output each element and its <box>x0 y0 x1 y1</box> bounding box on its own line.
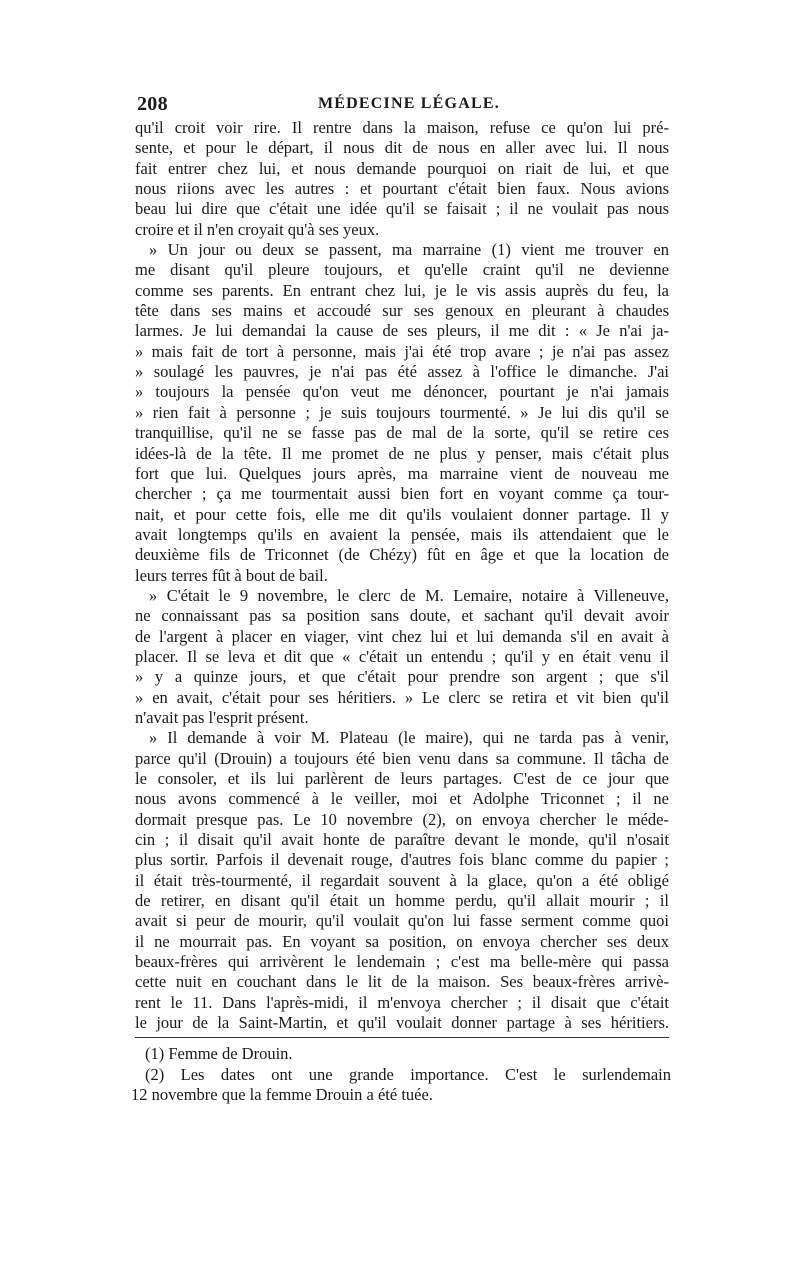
text-line: deuxième fils de Triconnet (de Chézy) fût en âge et que la location de <box>135 545 669 565</box>
text-line: le consoler, et ils lui parlèrent de leurs partages. C'est de ce jour que <box>135 769 669 788</box>
text-line: dormait presque pas. Le 10 novembre (2), on envoya chercher le méde- <box>135 809 669 829</box>
text-line: » C'était le 9 novembre, le clerc de M. Lemaire, notaire à Villeneuve, <box>149 585 669 605</box>
text-line: il était très-tourmenté, il regardait souvent à la glace, qu'on a été obligé <box>135 870 669 890</box>
text-line: » y a quinze jours, et que c'était pour prendre son argent ; que s'il <box>135 667 669 687</box>
text-line: me disant qu'il pleure toujours, et qu'elle craint qu'il ne devienne <box>135 260 669 280</box>
text-line: larmes. Je lui demandai la cause de ses pleurs, il me dit : « Je n'ai ja- <box>135 321 669 341</box>
text-line: cin ; il disait qu'il avait honte de paraître devant le monde, qu'il n'osait <box>135 830 669 850</box>
text-line: rent le 11. Dans l'après-midi, il m'envoya chercher ; il disait que c'était <box>135 992 669 1012</box>
text-line: placer. Il se leva et dit que « c'était un entendu ; qu'il y en était venu il <box>135 646 669 666</box>
footnote-line: (2) Les dates ont une grande importance. C'est le surlendemain <box>145 1064 671 1084</box>
text-line: tranquillise, qu'il ne se fasse pas de mal de la sorte, qu'il se retire ces <box>135 423 669 443</box>
text-line: beaux-frères qui arrivèrent le lendemain ; c'est ma belle-mère qui passa <box>135 952 669 972</box>
text-line: leurs terres fût à bout de bail. <box>135 565 328 585</box>
text-line: de retirer, en disant qu'il était un homme perdu, qu'il allait mourir ; il <box>135 891 669 911</box>
text-line: comme ses parents. En entrant chez lui, je le vis assis auprès du feu, la <box>135 280 669 300</box>
text-line: » soulagé les pauvres, je n'ai pas été assez à l'office le dimanche. J'ai <box>135 362 669 382</box>
text-line: croire et il n'en croyait qu'à ses yeux. <box>135 219 380 239</box>
text-line: fort que lui. Quelques jours après, ma marraine vient de nouveau me <box>135 463 669 483</box>
text-line: nous avons commencé à le veiller, moi et Adolphe Triconnet ; il ne <box>135 789 669 809</box>
footnotes <box>131 1044 671 1106</box>
text-line: idées-là de la tête. Il me promet de ne plus y penser, mais c'était plus <box>135 443 669 463</box>
body-text <box>135 118 669 1033</box>
text-line: » Il demande à voir M. Plateau (le maire), qui ne tarda pas à venir, <box>149 728 669 748</box>
page-number: 208 <box>137 93 168 115</box>
text-line: de l'argent à placer en viager, vint chez lui et lui demanda s'il en avait à <box>135 626 669 646</box>
text-line: sente, et pour le départ, il nous dit de nous en aller avec lui. Il nous <box>135 138 669 158</box>
text-line: beau lui dire que c'était une idée qu'il se faisait ; il ne voulait pas nous <box>135 199 669 219</box>
text-line: le jour de la Saint-Martin, et qu'il voulait donner partage à ses héritiers. <box>135 1013 669 1033</box>
text-line: parce qu'il (Drouin) a toujours été bien venu dans sa commune. Il tâcha de <box>135 748 669 768</box>
footnote-line: (1) Femme de Drouin. <box>145 1044 293 1063</box>
text-line: nous riions avec les autres : et pourtant c'était bien faux. Nous avions <box>135 179 669 199</box>
text-line: fait entrer chez lui, et nous demande pourquoi on riait de lui, et que <box>135 158 669 178</box>
running-title: MÉDECINE LÉGALE. <box>318 95 500 112</box>
text-line: » Un jour ou deux se passent, ma marraine (1) vient me trouver en <box>149 240 669 260</box>
text-line: avait longtemps qu'ils en avaient la pensée, mais ils attendaient que le <box>135 524 669 544</box>
text-line: il ne mourrait pas. En voyant sa position, on envoya chercher ses deux <box>135 931 669 951</box>
text-line: nait, et pour cette fois, elle me dit qu'ils voulaient donner partage. Il y <box>135 504 669 524</box>
text-line: plus sortir. Parfois il devenait rouge, d'autres fois blanc comme du papier ; <box>135 850 669 870</box>
footnote-divider <box>135 1037 669 1038</box>
text-line: avait si peur de mourir, qu'il voulait qu'on lui fasse serment comme quoi <box>135 911 669 931</box>
text-line: » mais fait de tort à personne, mais j'ai été trop avare ; je n'ai pas assez <box>135 341 669 361</box>
text-line: n'avait pas l'esprit présent. <box>135 707 309 727</box>
text-line: chercher ; ça me tourmentait aussi bien fort en voyant comme ça tour- <box>135 484 669 504</box>
text-line: ne connaissant pas sa position sans doute, et sachant qu'il devait avoir <box>135 606 669 626</box>
text-line: tête dans ses mains et accoudé sur ses genoux en pleurant à chaudes <box>135 301 669 321</box>
text-line: » rien fait à personne ; je suis toujours tourmenté. » Je lui dis qu'il se <box>135 402 669 422</box>
text-line: » toujours la pensée qu'on veut me dénoncer, pourtant je n'ai jamais <box>135 382 669 402</box>
text-line: cette nuit en couchant dans le lit de la maison. Ses beaux-frères arrivè- <box>135 972 669 992</box>
footnote-line: 12 novembre que la femme Drouin a été tuée. <box>131 1085 433 1104</box>
text-line: qu'il croit voir rire. Il rentre dans la maison, refuse ce qu'on lui pré- <box>135 118 669 137</box>
text-line: » en avait, c'était pour ses héritiers. » Le clerc se retira et vit bien qu'il <box>135 687 669 707</box>
